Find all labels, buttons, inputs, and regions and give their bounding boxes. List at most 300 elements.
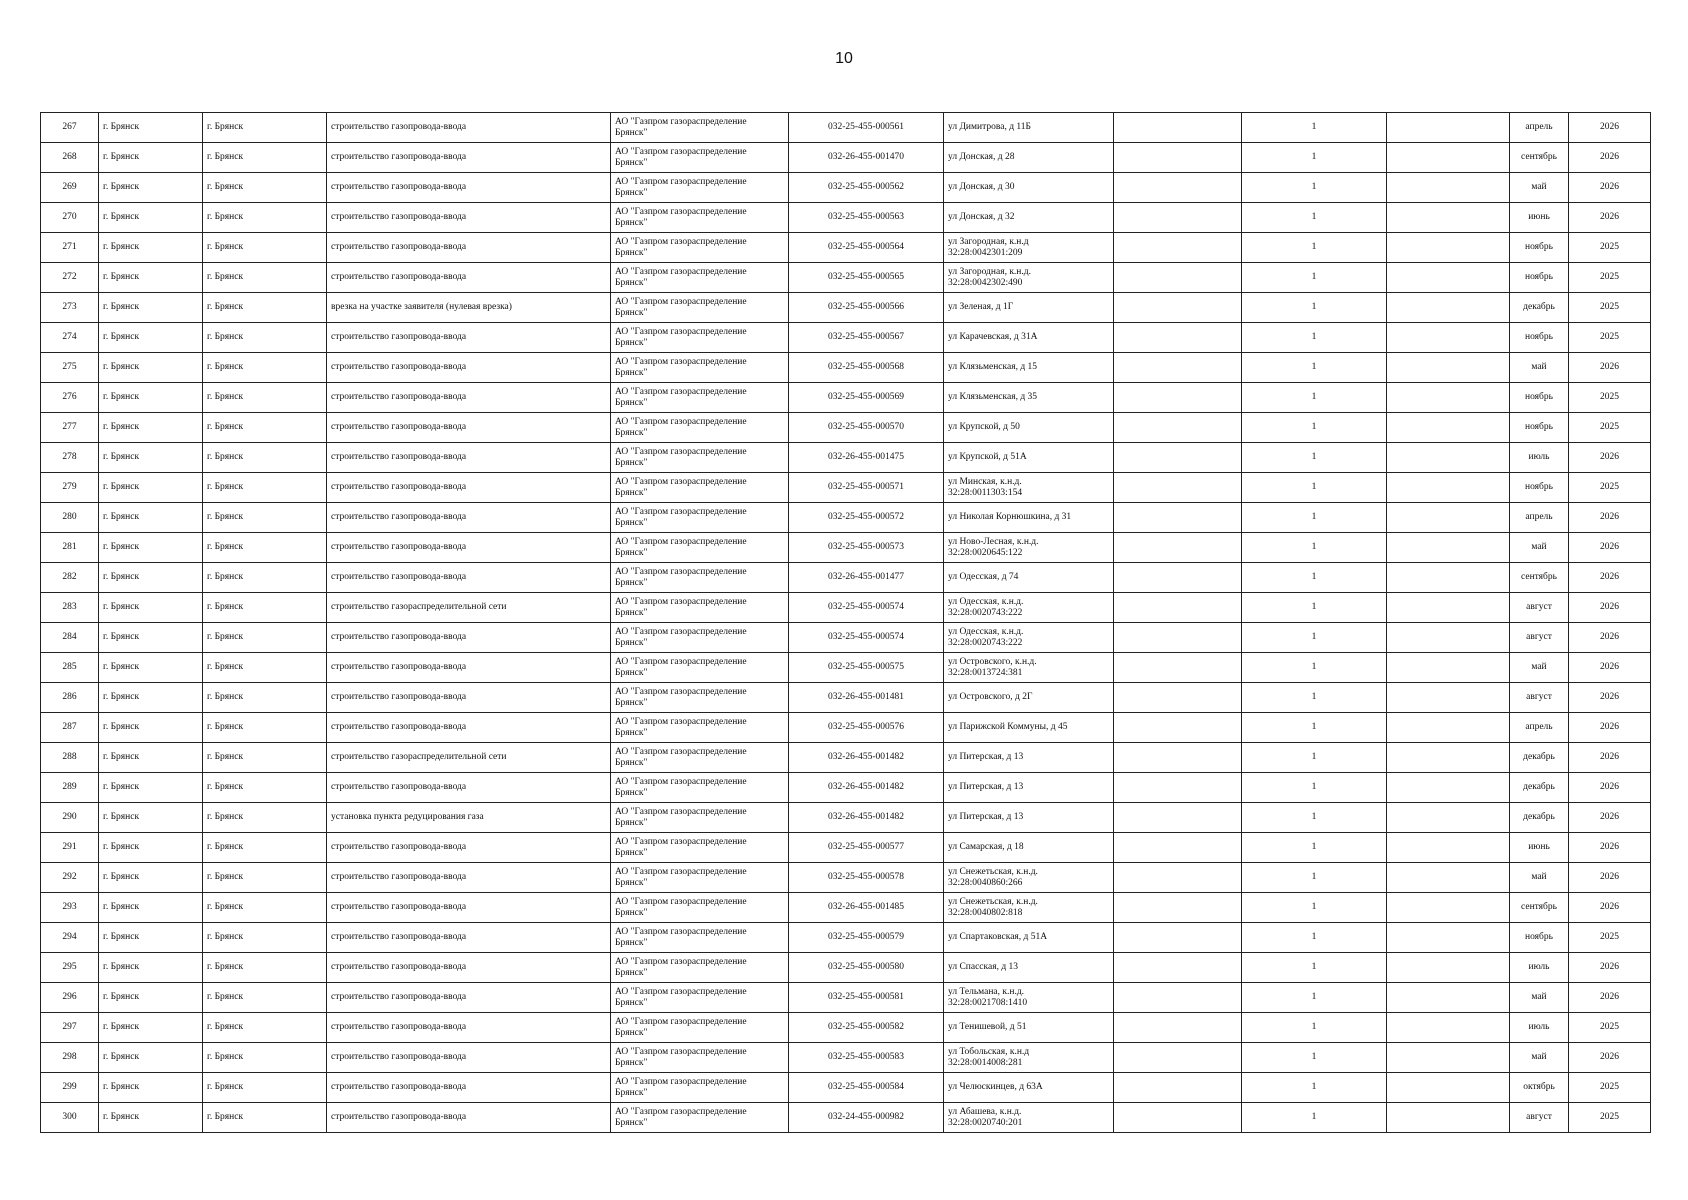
organization-line-1: АО "Газпром газораспределение bbox=[615, 296, 747, 307]
quantity-cell: 1 bbox=[1242, 1073, 1387, 1103]
row-number-cell: 290 bbox=[41, 803, 99, 833]
quantity-cell: 1 bbox=[1242, 773, 1387, 803]
quantity-cell: 1 bbox=[1242, 683, 1387, 713]
empty-cell bbox=[1387, 323, 1510, 353]
address-cell bbox=[944, 173, 1114, 203]
row-number-cell: 295 bbox=[41, 953, 99, 983]
work-type-cell: строительство газопровода-ввода bbox=[327, 563, 611, 593]
organization-line-1: АО "Газпром газораспределение bbox=[615, 1106, 747, 1117]
work-type-cell: строительство газопровода-ввода bbox=[327, 773, 611, 803]
address-line-1: ул Снежетьская, к.н.д. bbox=[948, 866, 1038, 877]
table-row bbox=[41, 983, 1651, 1013]
month-cell: май bbox=[1510, 353, 1569, 383]
address-cell bbox=[944, 143, 1114, 173]
organization-line-2: Брянск" bbox=[615, 877, 648, 888]
application-number-cell: 032-25-455-000563 bbox=[789, 203, 944, 233]
work-type-cell: строительство газораспределительной сети bbox=[327, 743, 611, 773]
table-row bbox=[41, 953, 1651, 983]
empty-cell bbox=[1114, 203, 1242, 233]
organization-line-2: Брянск" bbox=[615, 577, 648, 588]
quantity-cell: 1 bbox=[1242, 803, 1387, 833]
address-cell bbox=[944, 563, 1114, 593]
quantity-cell: 1 bbox=[1242, 503, 1387, 533]
district-cell: г. Брянск bbox=[203, 293, 327, 323]
organization-line-2: Брянск" bbox=[615, 247, 648, 258]
empty-cell bbox=[1114, 773, 1242, 803]
work-type-cell: строительство газопровода-ввода bbox=[327, 263, 611, 293]
work-type-cell: строительство газопровода-ввода bbox=[327, 443, 611, 473]
locality-cell: г. Брянск bbox=[99, 293, 203, 323]
address-cell bbox=[944, 803, 1114, 833]
district-cell: г. Брянск bbox=[203, 953, 327, 983]
year-cell: 2026 bbox=[1569, 803, 1651, 833]
table-row bbox=[41, 113, 1651, 143]
quantity-cell: 1 bbox=[1242, 1013, 1387, 1043]
year-cell: 2025 bbox=[1569, 473, 1651, 503]
district-cell: г. Брянск bbox=[203, 233, 327, 263]
organization-cell bbox=[611, 743, 789, 773]
table-row bbox=[41, 833, 1651, 863]
row-number-cell: 275 bbox=[41, 353, 99, 383]
district-cell: г. Брянск bbox=[203, 563, 327, 593]
year-cell: 2026 bbox=[1569, 203, 1651, 233]
district-cell: г. Брянск bbox=[203, 623, 327, 653]
application-number-cell: 032-25-455-000564 bbox=[789, 233, 944, 263]
table-row bbox=[41, 1103, 1651, 1133]
organization-cell bbox=[611, 473, 789, 503]
row-number-cell: 280 bbox=[41, 503, 99, 533]
table-body bbox=[41, 113, 1651, 1133]
address-cell bbox=[944, 593, 1114, 623]
row-number-cell: 270 bbox=[41, 203, 99, 233]
work-type-cell: строительство газопровода-ввода bbox=[327, 683, 611, 713]
application-number-cell: 032-25-455-000576 bbox=[789, 713, 944, 743]
address-line-1: ул Крупской, д 51А bbox=[948, 452, 1027, 462]
address-line-1: ул Снежетьская, к.н.д. bbox=[948, 896, 1038, 907]
application-number-cell: 032-26-455-001482 bbox=[789, 773, 944, 803]
application-number-cell: 032-24-455-000982 bbox=[789, 1103, 944, 1133]
address-cell bbox=[944, 503, 1114, 533]
table-row bbox=[41, 653, 1651, 683]
empty-cell bbox=[1114, 983, 1242, 1013]
empty-cell bbox=[1387, 983, 1510, 1013]
empty-cell bbox=[1114, 113, 1242, 143]
work-type-cell: строительство газопровода-ввода bbox=[327, 893, 611, 923]
application-number-cell: 032-25-455-000577 bbox=[789, 833, 944, 863]
empty-cell bbox=[1114, 443, 1242, 473]
month-cell: ноябрь bbox=[1510, 383, 1569, 413]
address-line-2: 32:28:0020645:122 bbox=[948, 547, 1023, 558]
gas-connection-register-table bbox=[40, 112, 1651, 1133]
organization-line-2: Брянск" bbox=[615, 187, 648, 198]
address-line-2: 32:28:0040802:818 bbox=[948, 907, 1023, 918]
quantity-cell: 1 bbox=[1242, 833, 1387, 863]
empty-cell bbox=[1387, 833, 1510, 863]
year-cell: 2026 bbox=[1569, 953, 1651, 983]
locality-cell: г. Брянск bbox=[99, 833, 203, 863]
application-number-cell: 032-25-455-000566 bbox=[789, 293, 944, 323]
organization-cell bbox=[611, 833, 789, 863]
empty-cell bbox=[1387, 923, 1510, 953]
district-cell: г. Брянск bbox=[203, 923, 327, 953]
empty-cell bbox=[1387, 1043, 1510, 1073]
organization-line-2: Брянск" bbox=[615, 667, 648, 678]
row-number-cell: 293 bbox=[41, 893, 99, 923]
table-row bbox=[41, 173, 1651, 203]
quantity-cell: 1 bbox=[1242, 863, 1387, 893]
application-number-cell: 032-26-455-001481 bbox=[789, 683, 944, 713]
address-cell bbox=[944, 1043, 1114, 1073]
organization-cell bbox=[611, 1073, 789, 1103]
application-number-cell: 032-25-455-000580 bbox=[789, 953, 944, 983]
month-cell: декабрь bbox=[1510, 803, 1569, 833]
locality-cell: г. Брянск bbox=[99, 203, 203, 233]
empty-cell bbox=[1114, 923, 1242, 953]
year-cell: 2026 bbox=[1569, 593, 1651, 623]
address-line-1: ул Минская, к.н.д. bbox=[948, 476, 1022, 487]
quantity-cell: 1 bbox=[1242, 143, 1387, 173]
empty-cell bbox=[1114, 323, 1242, 353]
organization-line-1: АО "Газпром газораспределение bbox=[615, 1046, 747, 1057]
application-number-cell: 032-25-455-000583 bbox=[789, 1043, 944, 1073]
empty-cell bbox=[1114, 533, 1242, 563]
table-row bbox=[41, 203, 1651, 233]
organization-cell bbox=[611, 233, 789, 263]
organization-line-2: Брянск" bbox=[615, 1117, 648, 1128]
address-cell bbox=[944, 1013, 1114, 1043]
address-line-1: ул Островского, к.н.д. bbox=[948, 656, 1037, 667]
empty-cell bbox=[1387, 203, 1510, 233]
month-cell: май bbox=[1510, 1043, 1569, 1073]
empty-cell bbox=[1114, 953, 1242, 983]
empty-cell bbox=[1387, 893, 1510, 923]
row-number-cell: 283 bbox=[41, 593, 99, 623]
address-line-1: ул Димитрова, д 11Б bbox=[948, 122, 1032, 132]
row-number-cell: 276 bbox=[41, 383, 99, 413]
organization-line-2: Брянск" bbox=[615, 307, 648, 318]
work-type-cell: строительство газопровода-ввода bbox=[327, 1073, 611, 1103]
organization-line-1: АО "Газпром газораспределение bbox=[615, 536, 747, 547]
table-row bbox=[41, 923, 1651, 953]
organization-line-1: АО "Газпром газораспределение bbox=[615, 386, 747, 397]
row-number-cell: 282 bbox=[41, 563, 99, 593]
organization-line-2: Брянск" bbox=[615, 817, 648, 828]
year-cell: 2026 bbox=[1569, 443, 1651, 473]
address-line-1: ул Донская, д 30 bbox=[948, 182, 1015, 192]
year-cell: 2025 bbox=[1569, 323, 1651, 353]
table-row bbox=[41, 713, 1651, 743]
month-cell: май bbox=[1510, 533, 1569, 563]
locality-cell: г. Брянск bbox=[99, 323, 203, 353]
empty-cell bbox=[1387, 803, 1510, 833]
organization-line-1: АО "Газпром газораспределение bbox=[615, 806, 747, 817]
quantity-cell: 1 bbox=[1242, 263, 1387, 293]
month-cell: апрель bbox=[1510, 113, 1569, 143]
locality-cell: г. Брянск bbox=[99, 473, 203, 503]
work-type-cell: строительство газопровода-ввода bbox=[327, 383, 611, 413]
table-row bbox=[41, 353, 1651, 383]
organization-line-2: Брянск" bbox=[615, 697, 648, 708]
organization-line-1: АО "Газпром газораспределение bbox=[615, 1076, 747, 1087]
address-cell bbox=[944, 983, 1114, 1013]
organization-line-2: Брянск" bbox=[615, 847, 648, 858]
organization-line-2: Брянск" bbox=[615, 907, 648, 918]
locality-cell: г. Брянск bbox=[99, 743, 203, 773]
organization-line-1: АО "Газпром газораспределение bbox=[615, 356, 747, 367]
quantity-cell: 1 bbox=[1242, 473, 1387, 503]
empty-cell bbox=[1387, 563, 1510, 593]
address-cell bbox=[944, 1103, 1114, 1133]
organization-line-2: Брянск" bbox=[615, 127, 648, 138]
row-number-cell: 281 bbox=[41, 533, 99, 563]
address-line-1: ул Николая Корнюшкина, д 31 bbox=[948, 512, 1072, 522]
empty-cell bbox=[1114, 1043, 1242, 1073]
district-cell: г. Брянск bbox=[203, 353, 327, 383]
organization-cell bbox=[611, 353, 789, 383]
work-type-cell: строительство газопровода-ввода bbox=[327, 353, 611, 383]
quantity-cell: 1 bbox=[1242, 893, 1387, 923]
empty-cell bbox=[1387, 953, 1510, 983]
organization-line-1: АО "Газпром газораспределение bbox=[615, 236, 747, 247]
row-number-cell: 271 bbox=[41, 233, 99, 263]
locality-cell: г. Брянск bbox=[99, 113, 203, 143]
address-line-1: ул Одесская, д 74 bbox=[948, 572, 1019, 582]
organization-line-1: АО "Газпром газораспределение bbox=[615, 1016, 747, 1027]
year-cell: 2026 bbox=[1569, 653, 1651, 683]
empty-cell bbox=[1114, 893, 1242, 923]
table-row bbox=[41, 503, 1651, 533]
locality-cell: г. Брянск bbox=[99, 263, 203, 293]
locality-cell: г. Брянск bbox=[99, 143, 203, 173]
locality-cell: г. Брянск bbox=[99, 593, 203, 623]
month-cell: сентябрь bbox=[1510, 563, 1569, 593]
application-number-cell: 032-25-455-000578 bbox=[789, 863, 944, 893]
page-number: 10 bbox=[835, 50, 853, 67]
empty-cell bbox=[1387, 533, 1510, 563]
locality-cell: г. Брянск bbox=[99, 443, 203, 473]
table-row bbox=[41, 323, 1651, 353]
month-cell: ноябрь bbox=[1510, 923, 1569, 953]
work-type-cell: установка пункта редуцирования газа bbox=[327, 803, 611, 833]
district-cell: г. Брянск bbox=[203, 803, 327, 833]
row-number-cell: 292 bbox=[41, 863, 99, 893]
organization-cell bbox=[611, 893, 789, 923]
empty-cell bbox=[1114, 1103, 1242, 1133]
organization-cell bbox=[611, 923, 789, 953]
locality-cell: г. Брянск bbox=[99, 653, 203, 683]
address-line-2: 32:28:0020740:201 bbox=[948, 1117, 1023, 1128]
address-line-1: ул Питерская, д 13 bbox=[948, 752, 1024, 762]
organization-line-1: АО "Газпром газораспределение bbox=[615, 746, 747, 757]
district-cell: г. Брянск bbox=[203, 983, 327, 1013]
application-number-cell: 032-25-455-000562 bbox=[789, 173, 944, 203]
month-cell: сентябрь bbox=[1510, 893, 1569, 923]
empty-cell bbox=[1387, 1013, 1510, 1043]
address-cell bbox=[944, 323, 1114, 353]
empty-cell bbox=[1387, 503, 1510, 533]
organization-line-2: Брянск" bbox=[615, 547, 648, 558]
table-row bbox=[41, 743, 1651, 773]
district-cell: г. Брянск bbox=[203, 323, 327, 353]
work-type-cell: строительство газопровода-ввода bbox=[327, 923, 611, 953]
locality-cell: г. Брянск bbox=[99, 773, 203, 803]
month-cell: май bbox=[1510, 173, 1569, 203]
organization-cell bbox=[611, 623, 789, 653]
address-line-1: ул Ново-Лесная, к.н.д. bbox=[948, 536, 1039, 547]
empty-cell bbox=[1387, 593, 1510, 623]
organization-line-2: Брянск" bbox=[615, 1057, 648, 1068]
application-number-cell: 032-25-455-000574 bbox=[789, 593, 944, 623]
address-cell bbox=[944, 203, 1114, 233]
address-cell bbox=[944, 263, 1114, 293]
organization-line-1: АО "Газпром газораспределение bbox=[615, 776, 747, 787]
month-cell: ноябрь bbox=[1510, 473, 1569, 503]
work-type-cell: строительство газопровода-ввода bbox=[327, 113, 611, 143]
application-number-cell: 032-25-455-000584 bbox=[789, 1073, 944, 1103]
empty-cell bbox=[1387, 443, 1510, 473]
quantity-cell: 1 bbox=[1242, 743, 1387, 773]
row-number-cell: 268 bbox=[41, 143, 99, 173]
address-line-1: ул Островского, д 2Г bbox=[948, 692, 1033, 702]
locality-cell: г. Брянск bbox=[99, 893, 203, 923]
organization-line-2: Брянск" bbox=[615, 517, 648, 528]
quantity-cell: 1 bbox=[1242, 293, 1387, 323]
work-type-cell: строительство газопровода-ввода bbox=[327, 1043, 611, 1073]
application-number-cell: 032-26-455-001470 bbox=[789, 143, 944, 173]
locality-cell: г. Брянск bbox=[99, 563, 203, 593]
year-cell: 2025 bbox=[1569, 383, 1651, 413]
organization-cell bbox=[611, 773, 789, 803]
empty-cell bbox=[1114, 863, 1242, 893]
address-line-1: ул Клязьменская, д 15 bbox=[948, 362, 1038, 372]
empty-cell bbox=[1387, 713, 1510, 743]
organization-line-1: АО "Газпром газораспределение bbox=[615, 956, 747, 967]
table-row bbox=[41, 143, 1651, 173]
organization-cell bbox=[611, 383, 789, 413]
organization-cell bbox=[611, 503, 789, 533]
locality-cell: г. Брянск bbox=[99, 623, 203, 653]
application-number-cell: 032-26-455-001482 bbox=[789, 743, 944, 773]
organization-cell bbox=[611, 263, 789, 293]
organization-line-1: АО "Газпром газораспределение bbox=[615, 656, 747, 667]
table-row bbox=[41, 533, 1651, 563]
address-line-1: ул Донская, д 32 bbox=[948, 212, 1015, 222]
application-number-cell: 032-25-455-000572 bbox=[789, 503, 944, 533]
organization-cell bbox=[611, 563, 789, 593]
address-line-2: 32:28:0042301:209 bbox=[948, 247, 1023, 258]
organization-line-1: АО "Газпром газораспределение bbox=[615, 566, 747, 577]
year-cell: 2025 bbox=[1569, 1073, 1651, 1103]
empty-cell bbox=[1387, 413, 1510, 443]
locality-cell: г. Брянск bbox=[99, 713, 203, 743]
application-number-cell: 032-25-455-000568 bbox=[789, 353, 944, 383]
quantity-cell: 1 bbox=[1242, 233, 1387, 263]
locality-cell: г. Брянск bbox=[99, 353, 203, 383]
organization-line-1: АО "Газпром газораспределение bbox=[615, 626, 747, 637]
empty-cell bbox=[1387, 623, 1510, 653]
application-number-cell: 032-25-455-000561 bbox=[789, 113, 944, 143]
empty-cell bbox=[1387, 1073, 1510, 1103]
address-cell bbox=[944, 653, 1114, 683]
address-line-1: ул Челюскинцев, д 63А bbox=[948, 1082, 1043, 1092]
year-cell: 2026 bbox=[1569, 983, 1651, 1013]
month-cell: ноябрь bbox=[1510, 323, 1569, 353]
row-number-cell: 285 bbox=[41, 653, 99, 683]
organization-line-1: АО "Газпром газораспределение bbox=[615, 986, 747, 997]
quantity-cell: 1 bbox=[1242, 923, 1387, 953]
application-number-cell: 032-26-455-001482 bbox=[789, 803, 944, 833]
organization-cell bbox=[611, 953, 789, 983]
work-type-cell: строительство газораспределительной сети bbox=[327, 593, 611, 623]
organization-cell bbox=[611, 173, 789, 203]
organization-cell bbox=[611, 863, 789, 893]
work-type-cell: строительство газопровода-ввода bbox=[327, 503, 611, 533]
quantity-cell: 1 bbox=[1242, 323, 1387, 353]
work-type-cell: строительство газопровода-ввода bbox=[327, 713, 611, 743]
empty-cell bbox=[1114, 383, 1242, 413]
address-cell bbox=[944, 923, 1114, 953]
address-cell bbox=[944, 683, 1114, 713]
quantity-cell: 1 bbox=[1242, 653, 1387, 683]
empty-cell bbox=[1114, 593, 1242, 623]
table-row bbox=[41, 803, 1651, 833]
empty-cell bbox=[1114, 503, 1242, 533]
row-number-cell: 278 bbox=[41, 443, 99, 473]
year-cell: 2026 bbox=[1569, 173, 1651, 203]
quantity-cell: 1 bbox=[1242, 173, 1387, 203]
address-line-1: ул Спартаковская, д 51А bbox=[948, 932, 1048, 942]
empty-cell bbox=[1387, 473, 1510, 503]
table-row bbox=[41, 863, 1651, 893]
organization-line-2: Брянск" bbox=[615, 727, 648, 738]
empty-cell bbox=[1114, 143, 1242, 173]
quantity-cell: 1 bbox=[1242, 983, 1387, 1013]
district-cell: г. Брянск bbox=[203, 593, 327, 623]
organization-cell bbox=[611, 593, 789, 623]
district-cell: г. Брянск bbox=[203, 503, 327, 533]
address-cell bbox=[944, 953, 1114, 983]
empty-cell bbox=[1387, 653, 1510, 683]
address-line-1: ул Клязьменская, д 35 bbox=[948, 392, 1038, 402]
work-type-cell: строительство газопровода-ввода bbox=[327, 413, 611, 443]
year-cell: 2026 bbox=[1569, 863, 1651, 893]
row-number-cell: 272 bbox=[41, 263, 99, 293]
district-cell: г. Брянск bbox=[203, 1073, 327, 1103]
organization-cell bbox=[611, 443, 789, 473]
application-number-cell: 032-25-455-000579 bbox=[789, 923, 944, 953]
application-number-cell: 032-25-455-000565 bbox=[789, 263, 944, 293]
address-cell bbox=[944, 113, 1114, 143]
quantity-cell: 1 bbox=[1242, 623, 1387, 653]
organization-line-1: АО "Газпром газораспределение bbox=[615, 266, 747, 277]
address-cell bbox=[944, 233, 1114, 263]
address-line-2: 32:28:0020743:222 bbox=[948, 607, 1023, 618]
work-type-cell: строительство газопровода-ввода bbox=[327, 1013, 611, 1043]
row-number-cell: 277 bbox=[41, 413, 99, 443]
empty-cell bbox=[1387, 113, 1510, 143]
address-line-1: ул Абашева, к.н.д. bbox=[948, 1106, 1022, 1117]
organization-cell bbox=[611, 653, 789, 683]
empty-cell bbox=[1114, 413, 1242, 443]
empty-cell bbox=[1114, 473, 1242, 503]
year-cell: 2026 bbox=[1569, 893, 1651, 923]
address-line-1: ул Загородная, к.н.д bbox=[948, 236, 1029, 247]
table-row bbox=[41, 413, 1651, 443]
address-line-2: 32:28:0013724:381 bbox=[948, 667, 1023, 678]
table-row bbox=[41, 593, 1651, 623]
organization-line-2: Брянск" bbox=[615, 967, 648, 978]
table-row bbox=[41, 563, 1651, 593]
